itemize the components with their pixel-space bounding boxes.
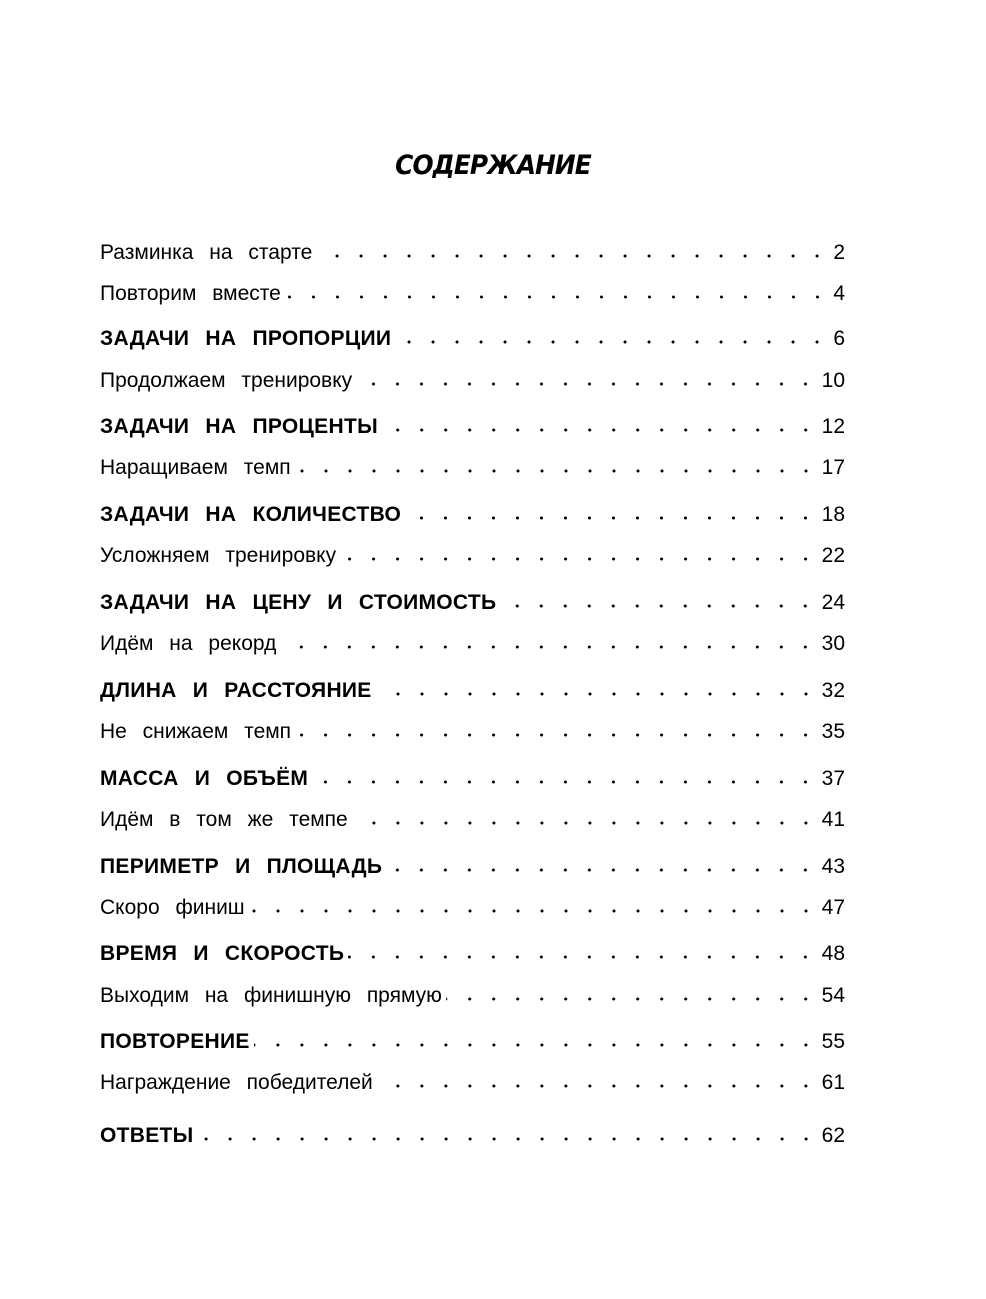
toc-section-entry[interactable] [100,850,845,880]
toc-entry-page: 62 [821,1124,845,1147]
toc-entry-page: 61 [821,1071,845,1094]
toc-entry-page: 41 [821,808,845,831]
toc-section-entry[interactable] [100,322,845,352]
dot-leader [382,426,818,434]
toc-entry[interactable] [100,715,845,745]
toc-entry-title: Усложняем тренировку [100,544,337,567]
toc-entry-title: МАССА И ОБЪЁМ [100,767,309,790]
toc-section-entry[interactable] [100,1119,845,1149]
dot-leader [280,643,817,651]
dot-leader [295,467,818,475]
toc-section-entry[interactable] [100,762,845,792]
toc-entry-page: 4 [833,282,845,305]
toc-entry[interactable] [100,803,845,833]
dot-leader [395,338,829,346]
toc-entry-page: 47 [821,896,845,919]
toc-entry-title: Наращиваем темп [100,456,291,479]
toc-entry-title: ПОВТОРЕНИЕ [100,1030,250,1053]
toc-entry-page: 10 [821,369,845,392]
toc-entry-page: 55 [821,1030,845,1053]
table-of-contents [100,0,845,1299]
toc-section-entry[interactable] [100,1025,845,1055]
toc-entry[interactable] [100,236,845,266]
dot-leader [356,380,818,388]
toc-entry-page: 18 [821,503,845,526]
toc-entry-page: 35 [821,720,845,743]
dot-leader [316,252,829,260]
toc-entry-title: Скоро финиш [100,896,245,919]
dot-leader [405,514,817,522]
dot-leader [386,866,817,874]
toc-entry-title: ВРЕМЯ И СКОРОСТЬ [100,942,345,965]
toc-section-entry[interactable] [100,498,845,528]
toc-entry-title: Награждение победителей [100,1071,373,1094]
page-title: СОДЕРЖАНИЕ [395,150,591,181]
toc-entry[interactable] [100,277,845,307]
dot-leader [446,995,818,1003]
dot-leader [295,731,818,739]
toc-entry[interactable] [100,1066,845,1096]
toc-entry-title: Выходим на финишную прямую [100,984,442,1007]
toc-entry-title: Разминка на старте [100,241,313,264]
toc-section-entry[interactable] [100,674,845,704]
dot-leader [254,1041,818,1049]
toc-entry-page: 2 [833,241,845,264]
toc-entry-page: 43 [821,855,845,878]
toc-entry-title: Идём на рекорд [100,632,277,655]
toc-entry[interactable] [100,979,845,1009]
toc-entry-title: ЗАДАЧИ НА ПРОПОРЦИИ [100,327,392,350]
toc-entry-page: 48 [821,942,845,965]
dot-leader [340,555,818,563]
toc-entry-title: ЗАДАЧИ НА ПРОЦЕНТЫ [100,415,378,438]
toc-entry-title: Не снижаем темп [100,720,292,743]
dot-leader [348,953,817,961]
toc-entry-page: 54 [821,984,845,1007]
toc-section-entry[interactable] [100,586,845,616]
toc-entry-page: 22 [821,544,845,567]
toc-section-entry[interactable] [100,937,845,967]
dot-leader [377,1082,818,1090]
toc-entry[interactable] [100,364,845,394]
dot-leader [249,907,818,915]
dot-leader [198,1135,818,1143]
toc-entry-page: 6 [833,327,845,350]
toc-entry[interactable] [100,451,845,481]
toc-entry-page: 32 [821,679,845,702]
toc-entry-title: ПЕРИМЕТР И ПЛОЩАДЬ [100,855,383,878]
toc-entry-page: 17 [821,456,845,479]
toc-entry-title: Повторим вместе [100,282,281,305]
toc-entry[interactable] [100,539,845,569]
toc-entry-title: ЗАДАЧИ НА КОЛИЧЕСТВО [100,503,402,526]
toc-section-entry[interactable] [100,410,845,440]
dot-leader [312,778,817,786]
dot-leader [352,819,818,827]
toc-entry-page: 37 [821,767,845,790]
toc-entry[interactable] [100,627,845,657]
toc-entry-title: Идём в том же темпе [100,808,348,831]
dot-leader [500,602,817,610]
toc-entry-title: ЗАДАЧИ НА ЦЕНУ И СТОИМОСТЬ [100,591,497,614]
toc-entry-page: 30 [821,632,845,655]
toc-entry[interactable] [100,891,845,921]
toc-entry-title: Продолжаем тренировку [100,369,353,392]
toc-entry-title: ОТВЕТЫ [100,1124,194,1147]
toc-entry-title: ДЛИНА И РАССТОЯНИЕ [100,679,372,702]
toc-entry-page: 12 [821,415,845,438]
dot-leader [376,690,818,698]
toc-entry-page: 24 [821,591,845,614]
dot-leader [285,293,830,301]
